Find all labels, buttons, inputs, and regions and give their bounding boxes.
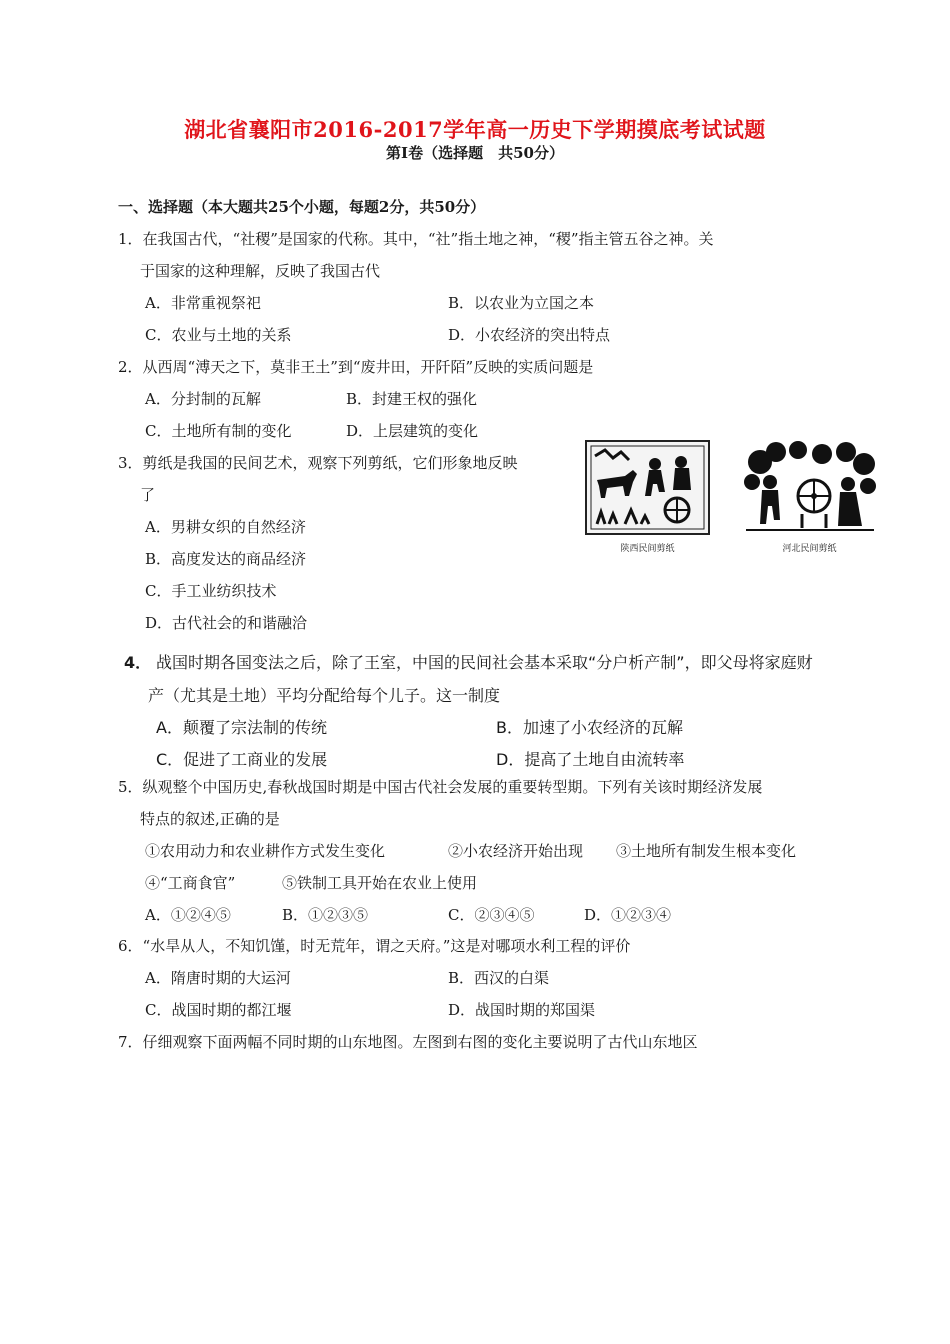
q5-item-5: ⑤铁制工具开始在农业上使用 — [282, 874, 478, 892]
q4-option-c: C．促进了工商业的发展 — [156, 750, 328, 769]
q1-option-b: B．以农业为立国之本 — [448, 294, 595, 312]
paper-cut-farming-image — [585, 440, 710, 535]
q4-stem-line2: 产（尤其是土地）平均分配给每个儿子。这一制度 — [148, 686, 501, 705]
page-subtitle: 第Ⅰ卷（选择题 共50分） — [386, 144, 564, 162]
q5-item-4: ④“工商食官” — [145, 874, 236, 892]
q4-stem-line1: 战国时期各国变法之后，除了王室，中国的民间社会基本采取“分户析产制”，即父母将家庭财 — [156, 653, 813, 672]
q3-option-d: D．古代社会的和谐融洽 — [145, 614, 308, 632]
q2-option-a: A．分封制的瓦解 — [145, 390, 261, 408]
q2-option-c: C．土地所有制的变化 — [145, 422, 292, 440]
q5-stem-line1: 5．纵观整个中国历史,春秋战国时期是中国古代社会发展的重要转型期。下列有关该时期经济发展 — [118, 778, 763, 796]
page-title: 湖北省襄阳市2016-2017学年高一历史下学期摸底考试试题 — [184, 117, 766, 142]
q5-option-a: A．①②④⑤ — [145, 906, 231, 924]
q6-stem: 6．“水旱从人，不知饥馑，时无荒年，谓之天府。”这是对哪项水利工程的评价 — [118, 937, 631, 955]
q6-option-d: D．战国时期的郑国渠 — [448, 1001, 596, 1019]
q1-stem-line1: 1．在我国古代，“社稷”是国家的代称。其中，“社”指土地之神，“稷”指主管五谷之神。关 — [118, 230, 714, 248]
paper-cut-figure-left — [585, 440, 710, 555]
q5-item-2: ②小农经济开始出现 — [448, 842, 584, 860]
q2-option-d: D．上层建筑的变化 — [346, 422, 479, 440]
q7-stem: 7．仔细观察下面两幅不同时期的山东地图。左图到右图的变化主要说明了古代山东地区 — [118, 1033, 698, 1051]
q1-option-d: D．小农经济的突出特点 — [448, 326, 611, 344]
section-heading: 一、选择题（本大题共25个小题，每题2分，共50分） — [118, 198, 486, 216]
q3-option-b: B．高度发达的商品经济 — [145, 550, 307, 568]
q3-option-a: A．男耕女织的自然经济 — [145, 518, 306, 536]
q5-stem-line2: 特点的叙述,正确的是 — [140, 810, 280, 828]
q4-option-d: D．提高了土地自由流转率 — [496, 750, 685, 769]
q2-stem: 2．从西周“溥天之下，莫非王土”到“废井田，开阡陌”反映的实质问题是 — [118, 358, 594, 376]
q1-stem-line2: 于国家的这种理解，反映了我国古代 — [140, 262, 381, 280]
q5-option-c: C．②③④⑤ — [448, 906, 535, 924]
q4-option-a: A．颠覆了宗法制的传统 — [156, 718, 327, 737]
paper-cut-caption-left: 陕西民间剪纸 — [620, 544, 675, 554]
q5-item-1: ①农用动力和农业耕作方式发生变化 — [145, 842, 386, 860]
paper-cut-weaving-image — [742, 440, 877, 535]
paper-cut-caption-right: 河北民间剪纸 — [782, 544, 837, 554]
q1-option-a: A．非常重视祭祀 — [145, 294, 261, 312]
q6-option-c: C．战国时期的都江堰 — [145, 1001, 292, 1019]
q3-stem-line1: 3．剪纸是我国的民间艺术，观察下列剪纸，它们形象地反映 — [118, 454, 518, 472]
q5-option-d: D．①②③④ — [584, 906, 672, 924]
q3-option-c: C．手工业纺织技术 — [145, 582, 277, 600]
q6-option-a: A．隋唐时期的大运河 — [145, 969, 291, 987]
q3-stem-line2: 了 — [140, 486, 156, 504]
q2-option-b: B．封建王权的强化 — [346, 390, 478, 408]
q6-option-b: B．西汉的白渠 — [448, 969, 550, 987]
paper-cut-figure-right — [742, 440, 877, 555]
q5-option-b: B．①②③⑤ — [282, 906, 369, 924]
q1-option-c: C．农业与土地的关系 — [145, 326, 292, 344]
q4-number: 4． — [124, 653, 152, 672]
q4-option-b: B．加速了小农经济的瓦解 — [496, 718, 683, 737]
q5-item-3: ③土地所有制发生根本变化 — [616, 842, 797, 860]
